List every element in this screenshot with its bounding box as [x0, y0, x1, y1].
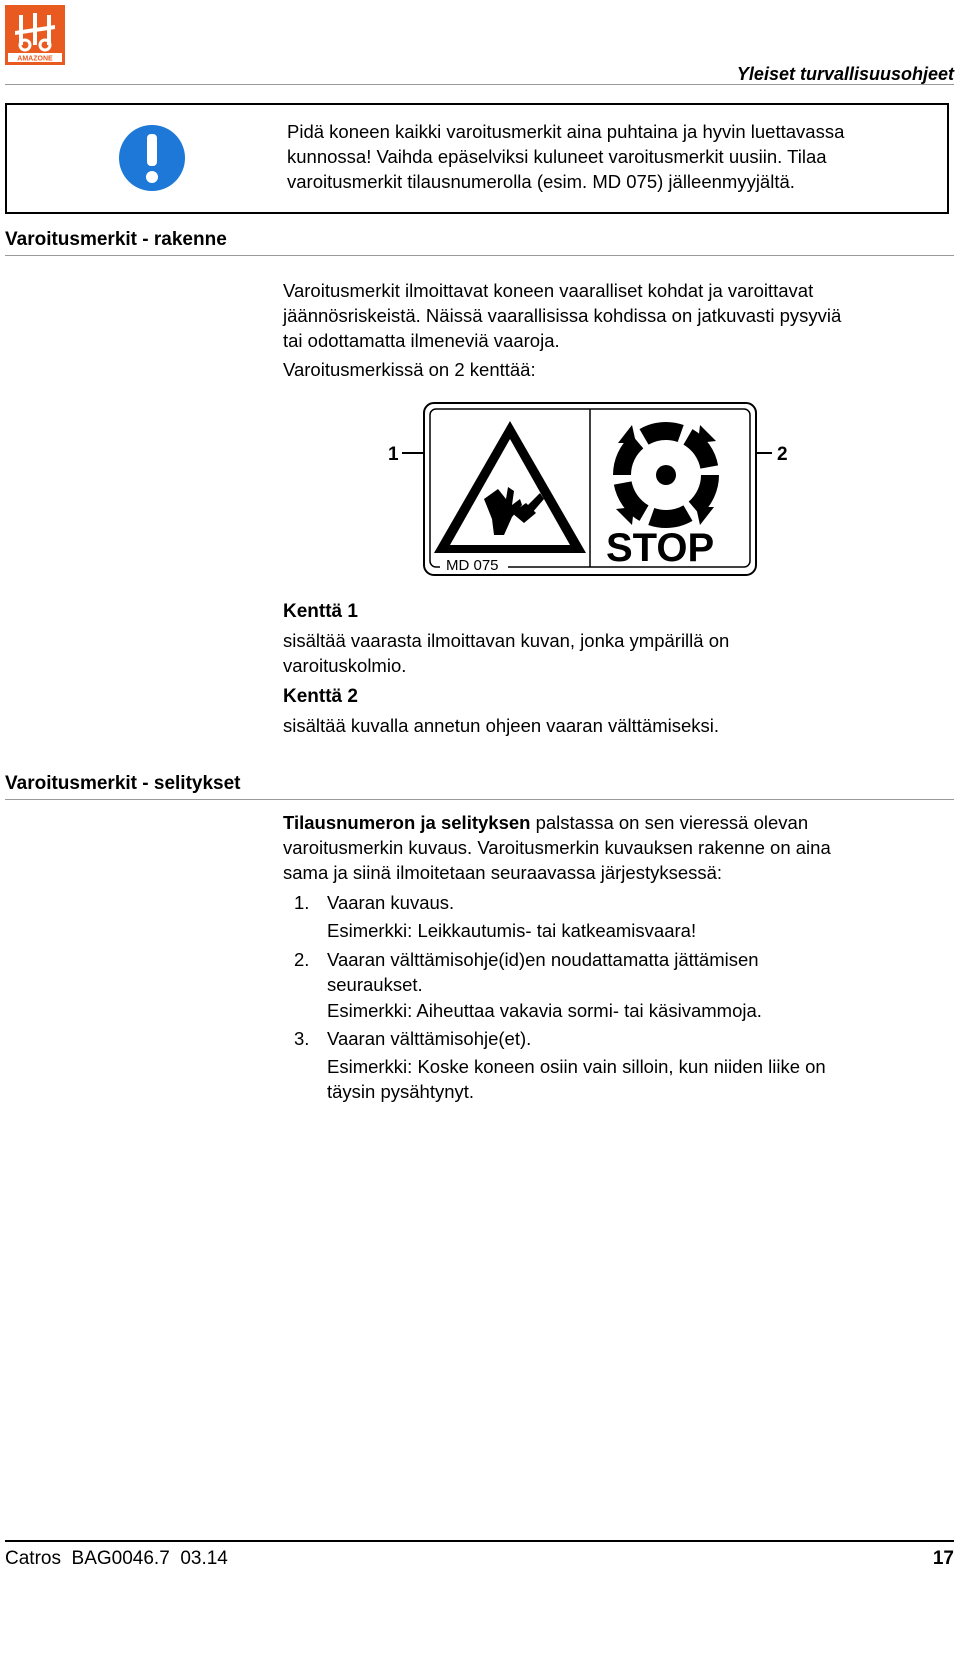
paragraph-line: tai odottamatta ilmeneviä vaaroja. [283, 330, 560, 351]
list-item-example: Esimerkki: Aiheuttaa vakavia sormi- tai käsivammoja. [327, 1000, 762, 1021]
list-item-text: Vaaran välttämisohje(et). [327, 1028, 532, 1049]
rotating-arrows-icon [616, 425, 716, 525]
running-title: Yleiset turvallisuusohjeet [736, 64, 954, 84]
paragraph-line: jäännösriskeistä. Näissä vaarallisissa kohdissa on jatkuvasti pysyviä [283, 305, 842, 326]
stop-text: STOP [606, 526, 715, 570]
field-2-title: Kenttä 2 [283, 686, 358, 707]
list-item-line: seuraukset. [327, 974, 423, 995]
field-2-description: sisältää kuvalla annetun ohjeen vaaran välttämiseksi. [283, 715, 720, 736]
list-number: 3. [294, 1028, 310, 1049]
footer-doc-id: Catros BAG0046.7 03.14 [5, 1548, 228, 1569]
intro-line: sama ja siinä ilmoitetaan seuraavassa järjestyksessä: [283, 862, 723, 883]
note-line: Pidä koneen kaikki varoitusmerkit aina puhtaina ja hyvin luettavassa [287, 121, 845, 142]
list-number: 2. [294, 949, 310, 970]
fields-intro: Varoitusmerkissä on 2 kenttää: [283, 359, 536, 380]
paragraph-line: Varoitusmerkit ilmoittavat koneen vaaralliset kohdat ja varoittavat [283, 280, 814, 301]
section-rule [5, 799, 954, 800]
explanations-intro [283, 810, 831, 885]
footer-rule [5, 1540, 954, 1542]
field-1-description [283, 628, 729, 678]
note-box [5, 103, 949, 214]
amazone-logo [5, 5, 65, 65]
section-title-structure: Varoitusmerkit - rakenne [5, 229, 227, 250]
description-line: varoituskolmio. [283, 655, 407, 676]
note-line: varoitusmerkit tilausnumerolla (esim. MD 075) jälleenmyyjältä. [287, 171, 795, 192]
section-rule [5, 255, 954, 256]
list-item-line: Esimerkki: Koske koneen osiin vain silloin, kun niiden liike on [327, 1056, 826, 1077]
callout-2: 2 [777, 444, 788, 465]
structure-paragraph [283, 278, 841, 353]
list-item-text: Vaaran kuvaus. [327, 892, 455, 913]
list-item-example [327, 1054, 826, 1104]
intro-rest: palstassa on sen vieressä olevan [530, 812, 809, 833]
note-line: kunnossa! Vaihda epäselviksi kuluneet varoitusmerkit uusiin. Tilaa [287, 146, 827, 167]
section-title-explanations: Varoitusmerkit - selitykset [5, 773, 241, 794]
list-item-line: täysin pysähtynyt. [327, 1081, 475, 1102]
list-number: 1. [294, 892, 310, 913]
warning-sign-figure [380, 395, 800, 585]
note-text [287, 119, 844, 194]
intro-line [283, 810, 831, 835]
page-number: 17 [932, 1548, 954, 1569]
intro-bold: Tilausnumeron ja selityksen [283, 812, 531, 833]
field-1-title: Kenttä 1 [283, 601, 358, 622]
order-number-label: MD 075 [446, 557, 499, 574]
list-item-line: Vaaran välttämisohje(id)en noudattamatta jättämisen [327, 949, 759, 970]
callout-1: 1 [388, 444, 399, 465]
description-line: sisältää vaarasta ilmoittavan kuvan, jonka ympärillä on [283, 630, 730, 651]
list-item-example: Esimerkki: Leikkautumis- tai katkeamisvaara! [327, 920, 697, 941]
list-item-text [327, 947, 759, 997]
exclamation-circle-icon [117, 123, 187, 198]
intro-line: varoitusmerkin kuvaus. Varoitusmerkin kuvauksen rakenne on aina [283, 837, 831, 858]
logo-text: AMAZONE [17, 55, 53, 63]
